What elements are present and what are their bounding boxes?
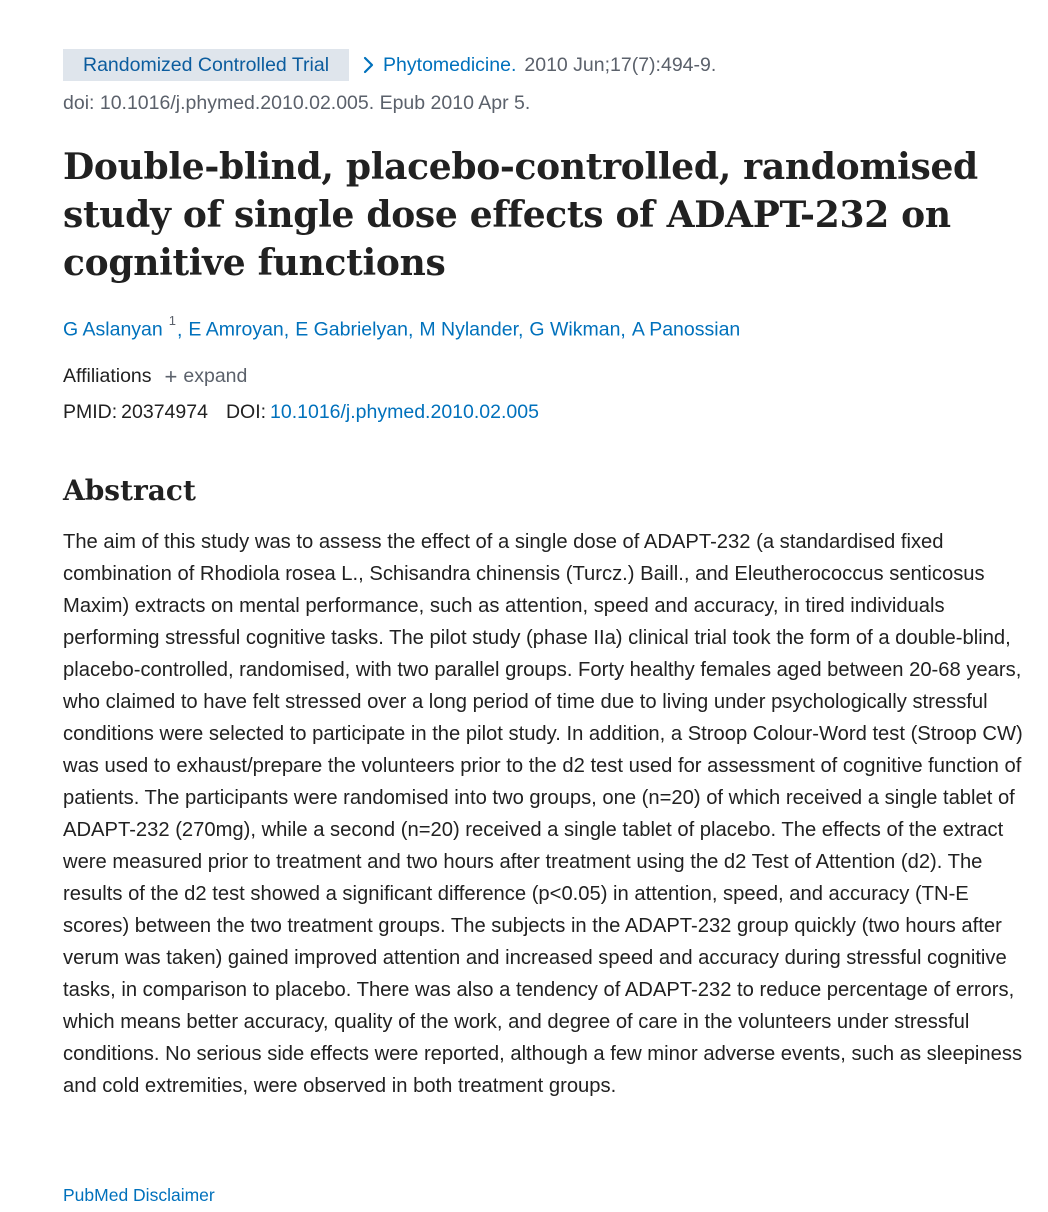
abstract-heading: Abstract — [63, 474, 196, 507]
author-separator: , — [620, 318, 626, 341]
pmid-label: PMID: — [63, 401, 118, 423]
author-link[interactable]: G Aslanyan — [63, 318, 163, 341]
journal-link[interactable]: Phytomedicine. — [383, 53, 517, 76]
doi-link[interactable]: 10.1016/j.phymed.2010.02.005 — [270, 401, 539, 423]
doi-label: DOI: — [225, 401, 267, 423]
author-link[interactable]: G Wikman — [529, 318, 621, 341]
affiliations-label: Affiliations — [63, 365, 152, 387]
author-link[interactable]: E Gabrielyan — [295, 318, 408, 341]
doi-epub-line: doi: 10.1016/j.phymed.2010.02.005. Epub 2010 Apr 5. — [63, 92, 531, 114]
author-separator: , — [176, 318, 183, 341]
affiliations-toggle[interactable] — [63, 365, 247, 388]
article-title: Double-blind, placebo-controlled, randomised study of single dose effects of ADAPT-232 on cognitive functions — [63, 146, 978, 284]
author-separator: , — [517, 318, 524, 341]
affiliation-ref[interactable]: 1 — [168, 313, 176, 328]
journal-issue: 2010 Jun;17(7):494-9. — [524, 53, 717, 76]
author-link[interactable]: A Panossian — [631, 318, 741, 341]
authors-list — [63, 313, 741, 342]
citation-line — [63, 49, 716, 81]
abstract-text: The aim of this study was to assess the effect of a single dose of ADAPT-232 (a standardised fixed combination of Rhodiola rosea L., Schisandra chinensis (Turcz.) Baill., and Eleutherococcus senticosus Maxim) extracts on mental performance, such as attention, speed and accuracy, in tired individuals performing stressful cognitive tasks. The pilot study (phase IIa) clinical trial took the form of a double-blind, placebo-controlled, randomised, with two parallel groups. Forty healthy females aged between 20-68 years, who claimed to have felt stressed over a long period of time due to living under psychologically stressful conditions were selected to participate in the pilot study. In addition, a Stroop Colour-Word test (Stroop CW) was used to exhaust/prepare the volunteers prior to the d2 test used for assessment of cognitive function of patients. The participants were randomised into two groups, one (n=20) of which received a single tablet of ADAPT-232 (270mg), while a second (n=20) received a single tablet of placebo. The effects of the extract were measured prior to treatment and two hours after treatment using the d2 Test of Attention (d2). The results of the d2 test showed a significant difference (p<0.05) in attention, speed, and accuracy (TN-E scores) between the two treatment groups. The subjects in the ADAPT-232 group quickly (two hours after verum was taken) gained improved attention and increased speed and accuracy during stressful cognitive tasks, in comparison to placebo. There was also a tendency of ADAPT-232 to reduce percentage of errors, which means better accuracy, quality of the work, and degree of care in the volunteers under stressful conditions. No serious side effects were reported, although a few minor adverse events, such as sleepiness and cold extremities, were observed in both treatment groups. — [63, 531, 1023, 1097]
pmid-value: 20374974 — [121, 401, 208, 423]
identifiers-line — [63, 401, 539, 424]
plus-icon[interactable]: + — [164, 363, 178, 389]
author-link[interactable]: E Amroyan — [188, 318, 284, 341]
publication-type-badge[interactable]: Randomized Controlled Trial — [63, 49, 349, 81]
author-separator: , — [407, 318, 414, 341]
expand-link[interactable]: expand — [183, 365, 248, 387]
author-link[interactable]: M Nylander — [419, 318, 518, 341]
pubmed-disclaimer-link[interactable]: PubMed Disclaimer — [63, 1185, 215, 1205]
author-separator: , — [283, 318, 290, 341]
chevron-right-icon[interactable] — [357, 49, 381, 81]
